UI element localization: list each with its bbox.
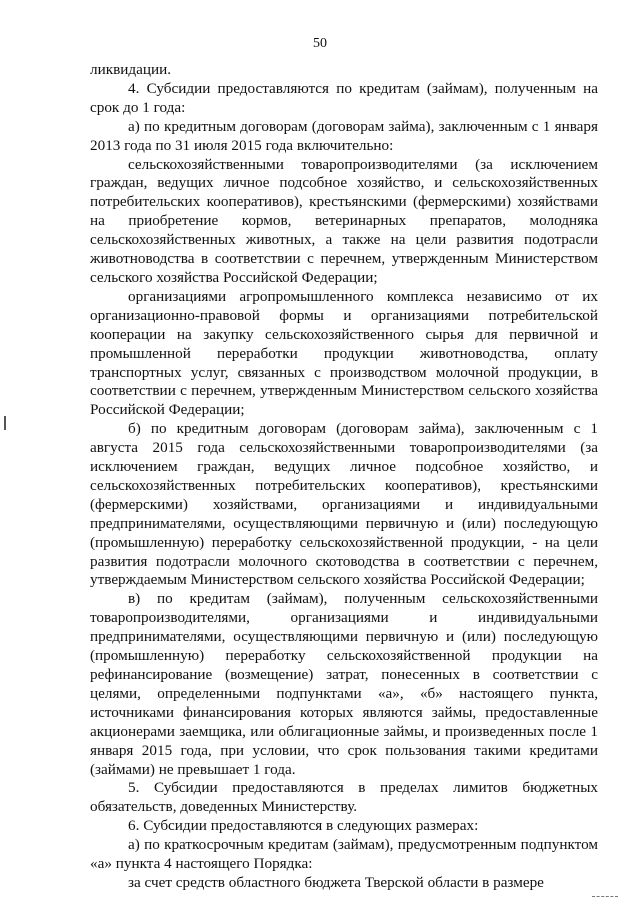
- paragraph: 4. Субсидии предоставляются по кредитам (займам), полученным на срок до 1 года:: [90, 79, 598, 116]
- paragraph: а) по кредитным договорам (договорам займа), заключенным с 1 января 2013 года по 31 июля 2015 года включительно:: [90, 117, 598, 154]
- paragraph: за счет средств областного бюджета Тверской области в размере: [128, 873, 544, 891]
- paragraph: сельскохозяйственными товаропроизводителями (за исключением граждан, ведущих личное подсобное хозяйство, и сельскохозяйственных потребительских кооперативов), крестьянскими (фермерскими) хозяйствами на приобретение кормов, ветеринарных препаратов, молодняка сельскохозяйственных животных, а также на цели развития подотрасли животноводства в соответствии с перечнем, утвержденным Министерством сельского хозяйства Российской Федерации;: [90, 155, 598, 286]
- paragraph: а) по краткосрочным кредитам (займам), предусмотренным подпунктом «а» пункта 4 настоящего Порядка:: [90, 836, 598, 873]
- scan-artifact: [592, 896, 618, 901]
- page-number: 50: [313, 36, 327, 51]
- scan-artifact: [4, 416, 6, 430]
- paragraph: 6. Субсидии предоставляются в следующих размерах:: [128, 817, 479, 835]
- paragraph: б) по кредитным договорам (договорам займа), заключенным с 1 августа 2015 года сельскохозяйственными товаропроизводителями (за исключением граждан, ведущих личное подсобное хозяйство, и сельскохозяйственных потребительских кооперативов), крестьянскими (фермерскими) хозяйствами, организациями и индивидуальными предпринимателями, осуществляющими первичную и (или) последующую (промышленную) переработку сельскохозяйственной продукции, - на цели развития подотрасли молочного скотоводства в соответствии с перечнем, утверждаемым Министерством сельского хозяйства Российской Федерации;: [90, 420, 598, 589]
- paragraph: ликвидации.: [90, 61, 172, 78]
- paragraph: в) по кредитам (займам), полученным сельскохозяйственными товаропроизводителями, организациями и индивидуальными предпринимателями, осуществляющими первичную и (или) последующую (промышленную) переработку сельскохозяйственной продукции на рефинансирование (возмещение) затрат, понесенных в соответствии с целями, определенными подпунктами «а», «б» настоящего пункта, источниками финансирования которых являются займы, предоставленные акционерами заемщика, или облигационные займы, и произведенных после 1 января 2015 года, при условии, что срок пользования такими кредитами (займами) не превышает 1 года.: [90, 590, 598, 778]
- document-body: [90, 61, 598, 893]
- paragraph: организациями агропромышленного комплекса независимо от их организационно-правовой формы и организациями потребительской кооперации на закупку сельскохозяйственного сырья для первичной и промышленной переработки продукции животноводства, оплату транспортных услуг, связанных с производством молочной продукции, в соответствии с перечнем, утвержденным Министерством сельского хозяйства Российской Федерации;: [90, 287, 598, 419]
- paragraph: 5. Субсидии предоставляются в пределах лимитов бюджетных обязательств, доведенных Министерству.: [90, 779, 598, 816]
